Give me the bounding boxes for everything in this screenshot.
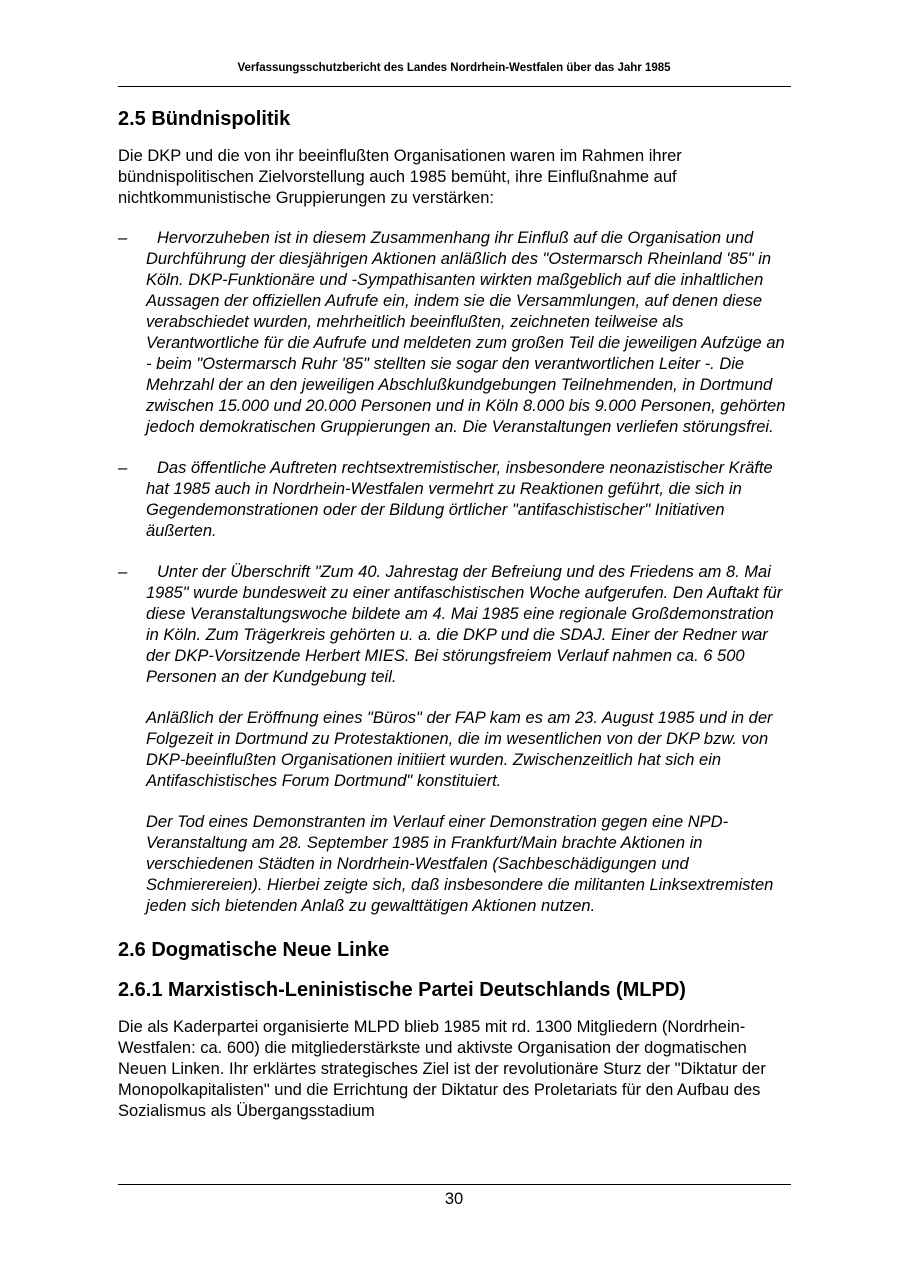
header-rule — [118, 86, 791, 87]
mlpd-paragraph: Die als Kaderpartei organisierte MLPD blieb 1985 mit rd. 1300 Mitgliedern (Nordrhein-Westfalen: ca. 600) die mitgliederstärkste und aktivste Organisation der dogmatischen Neuen Linken. Ihr erklärtes strategisches Ziel ist der revolutionäre Sturz der "Diktatur der Monopolkapitalisten" und die Errichtung der Diktatur des Proletariats für den Aufbau des Sozialismus als Übergangsstadium — [118, 1018, 766, 1120]
section-heading-2-6-1: 2.6.1 Marxistisch-Leninistische Partei Deutschlands (MLPD) — [118, 979, 686, 1001]
running-header: Verfassungsschutzbericht des Landes Nordrhein-Westfalen über das Jahr 1985 — [237, 62, 671, 74]
page-content — [118, 106, 790, 1122]
page-number: 30 — [444, 1190, 464, 1208]
bullet-text: Hervorzuheben ist in diesem Zusammenhang ihr Einfluß auf die Organisation und Durchführung der diesjährigen Aktionen anläßlich des "Ostermarsch Rheinland '85" in Köln. DKP-Funktionäre und -Sympathisanten wirkten maßgeblich auf die inhaltlichen Aussagen der offiziellen Aufrufe ein, indem sie die Versammlungen, auf denen diese verabschiedet wurden, mehrheitlich beeinflußten, zeichneten teilweise als Verantwortliche für die Aufrufe und meldeten zum großen Teil die jeweiligen Aufzüge an - beim "Ostermarsch Ruhr '85" stellten sie sogar den verantwortlichen Leiter -. Die Mehrzahl der an den jeweiligen Abschlußkundgebungen Teilnehmenden, in Dortmund zwischen 15.000 und 20.000 Personen und in Köln 8.000 bis 9.000 Personen, gehörten jedoch demokratischen Gruppierungen an. Die Veranstaltungen verliefen störungsfrei. — [146, 229, 786, 436]
continuation-paragraph: Der Tod eines Demonstranten im Verlauf einer Demonstration gegen eine NPD-Veranstaltung am 28. September 1985 in Frankfurt/Main brachte Aktionen in verschiedenen Städten in Nordrhein-Westfalen (Sachbeschädigungen und Schmierereien). Hierbei zeigte sich, daß insbesondere die militanten Linksextremisten jeden sich bietenden Anlaß zu gewalttätigen Aktionen nutzen. — [146, 813, 774, 915]
dash-marker: – — [118, 229, 128, 247]
dash-marker: – — [118, 459, 128, 477]
bullet-item — [118, 228, 790, 438]
continuation-paragraph: Anläßlich der Eröffnung eines "Büros" der FAP kam es am 23. August 1985 und in der Folgezeit in Dortmund zu Protestaktionen, die im wesentlichen von der DKP bzw. von DKP-beeinflußten Organisationen initiiert wurden. Zwischenzeitlich hat sich ein Antifaschistisches Forum Dortmund" konstituiert. — [146, 709, 773, 790]
bullet-text: Das öffentliche Auftreten rechtsextremistischer, insbesondere neonazistischer Kräfte hat 1985 auch in Nordrhein-Westfalen vermehrt zu Reaktionen geführt, die sich in Gegendemonstrationen oder der Bildung örtlicher "antifaschistischer" Initiativen äußerten. — [146, 459, 773, 540]
dash-marker: – — [118, 563, 128, 581]
intro-paragraph: Die DKP und die von ihr beeinflußten Organisationen waren im Rahmen ihrer bündnispolitischen Zielvorstellung auch 1985 bemüht, ihre Einflußnahme auf nichtkommunistische Gruppierungen zu verstärken: — [118, 147, 682, 207]
bullet-item — [118, 562, 790, 688]
section-heading-2-5: 2.5 Bündnispolitik — [118, 108, 291, 130]
bullet-item — [118, 458, 790, 542]
bullet-text: Unter der Überschrift "Zum 40. Jahrestag der Befreiung und des Friedens am 8. Mai 1985" wurde bundesweit zu einer antifaschistischen Woche aufgerufen. Den Auftakt für diese Veranstaltungswoche bildete am 4. Mai 1985 eine regionale Großdemonstration in Köln. Zum Trägerkreis gehörten u. a. die DKP und die SDAJ. Einer der Redner war der DKP-Vorsitzende Herbert MIES. Bei störungsfreiem Verlauf nahmen ca. 6 500 Personen an der Kundgebung teil. — [146, 563, 783, 686]
footer-rule — [118, 1184, 791, 1185]
section-heading-2-6: 2.6 Dogmatische Neue Linke — [118, 939, 390, 961]
